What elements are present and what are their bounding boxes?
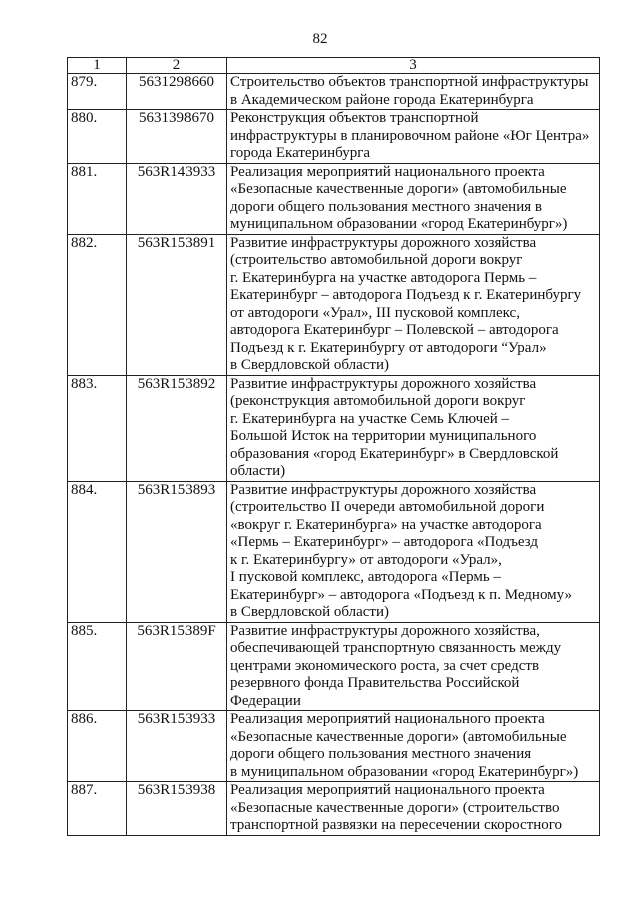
- description-line: Подъезд к г. Екатеринбургу от автодороги “Урал»: [230, 339, 547, 356]
- budget-code: 563R143933: [127, 163, 227, 234]
- document-table: [67, 57, 600, 836]
- description-line: транспортной развязки на пересечении скоростного: [230, 817, 563, 833]
- row-number: 881.: [68, 163, 127, 234]
- description-line: Федерации: [230, 692, 301, 709]
- description-line: (строительство II очереди автомобильной дороги: [230, 499, 545, 515]
- description-line: (реконструкция автомобильной дороги вокруг: [230, 393, 526, 409]
- description-line: дороги общего пользования местного значения в: [230, 198, 542, 215]
- description-line: муниципальном образовании «город Екатеринбург»): [230, 216, 568, 232]
- table-row: [68, 74, 600, 110]
- row-number: 884.: [68, 481, 127, 622]
- row-number: 887.: [68, 782, 127, 836]
- description-line: от автодороги «Урал», III пусковой комплекс,: [230, 304, 520, 321]
- description-line: города Екатеринбурга: [230, 145, 371, 161]
- budget-code: 563R153933: [127, 711, 227, 782]
- description-cell: [227, 711, 600, 782]
- row-number: 882.: [68, 234, 127, 375]
- column-header: 1: [68, 58, 127, 74]
- description-line: Развитие инфраструктуры дорожного хозяйства,: [230, 622, 540, 639]
- description-line: Развитие инфраструктуры дорожного хозяйства: [230, 375, 537, 392]
- budget-code: 563R153893: [127, 481, 227, 622]
- description-line: Развитие инфраструктуры дорожного хозяйства: [230, 234, 537, 251]
- description-line: в Свердловской области): [230, 357, 390, 373]
- table-row: [68, 110, 600, 164]
- table-row: [68, 234, 600, 375]
- column-header: 2: [127, 58, 227, 74]
- description-line: автодорога Екатеринбург – Полевской – автодорога: [230, 322, 559, 338]
- column-header: 3: [227, 58, 600, 74]
- description-line: «Безопасные качественные дороги» (автомобильные: [230, 728, 567, 745]
- row-number: 886.: [68, 711, 127, 782]
- description-line: к г. Екатеринбургу» от автодороги «Урал»,: [230, 551, 502, 568]
- table-row: [68, 711, 600, 782]
- description-line: Реализация мероприятий национального проекта: [230, 711, 545, 727]
- description-line: (строительство автомобильной дороги вокруг: [230, 252, 523, 268]
- description-line: в муниципальном образовании «город Екатеринбург»): [230, 763, 579, 780]
- description-line: г. Екатеринбурга на участке Семь Ключей –: [230, 410, 510, 427]
- description-cell: [227, 110, 600, 164]
- description-line: Реконструкция объектов транспортной: [230, 110, 479, 126]
- budget-code: 563R153892: [127, 375, 227, 481]
- description-line: образования «город Екатеринбург» в Свердловской: [230, 445, 559, 462]
- row-number: 880.: [68, 110, 127, 164]
- table-row: [68, 375, 600, 481]
- description-cell: [227, 481, 600, 622]
- description-line: инфраструктуры в планировочном районе «Юг Центра»: [230, 127, 590, 144]
- description-line: Екатеринбург – автодорога Подъезд к г. Екатеринбургу: [230, 287, 582, 303]
- description-line: Развитие инфраструктуры дорожного хозяйства: [230, 481, 537, 498]
- description-line: I пусковой комплекс, автодорога «Пермь –: [230, 569, 502, 585]
- description-cell: [227, 163, 600, 234]
- budget-code: 563R153938: [127, 782, 227, 836]
- description-line: Строительство объектов транспортной инфраструктуры: [230, 74, 589, 90]
- table-body: [68, 74, 600, 836]
- description-line: дороги общего пользования местного значения: [230, 746, 532, 762]
- description-cell: [227, 234, 600, 375]
- table-row: [68, 782, 600, 836]
- description-line: обеспечивающей транспортную связанность между: [230, 640, 562, 656]
- description-line: в Академическом районе города Екатеринбурга: [230, 91, 534, 108]
- description-line: «Пермь – Екатеринбург» – автодорога «Подъезд: [230, 534, 538, 550]
- row-number: 883.: [68, 375, 127, 481]
- page-number: 82: [312, 31, 328, 47]
- budget-code: 5631298660: [127, 74, 227, 110]
- description-line: Реализация мероприятий национального проекта: [230, 782, 545, 798]
- budget-code: 563R153891: [127, 234, 227, 375]
- description-line: центрами экономического роста, за счет средств: [230, 657, 540, 674]
- table-row: [68, 481, 600, 622]
- description-line: г. Екатеринбурга на участке автодорога Пермь –: [230, 269, 537, 286]
- description-line: «Безопасные качественные дороги» (строительство: [230, 799, 560, 816]
- description-cell: [227, 74, 600, 110]
- row-number: 879.: [68, 74, 127, 110]
- description-line: резервного фонда Правительства Российской: [230, 675, 520, 691]
- description-line: Екатеринбург» – автодорога «Подъезд к п. Медному»: [230, 586, 573, 603]
- description-cell: [227, 622, 600, 711]
- description-line: в Свердловской области): [230, 604, 390, 620]
- description-line: Большой Исток на территории муниципального: [230, 428, 537, 444]
- table-header-row: [68, 58, 600, 74]
- table-row: [68, 163, 600, 234]
- description-line: области): [230, 463, 286, 479]
- table-row: [68, 622, 600, 711]
- description-line: «Безопасные качественные дороги» (автомобильные: [230, 181, 567, 197]
- description-cell: [227, 782, 600, 836]
- budget-code: 5631398670: [127, 110, 227, 164]
- description-cell: [227, 375, 600, 481]
- description-line: «вокруг г. Екатеринбурга» на участке автодорога: [230, 516, 542, 533]
- row-number: 885.: [68, 622, 127, 711]
- description-line: Реализация мероприятий национального проекта: [230, 163, 545, 180]
- budget-code: 563R15389F: [127, 622, 227, 711]
